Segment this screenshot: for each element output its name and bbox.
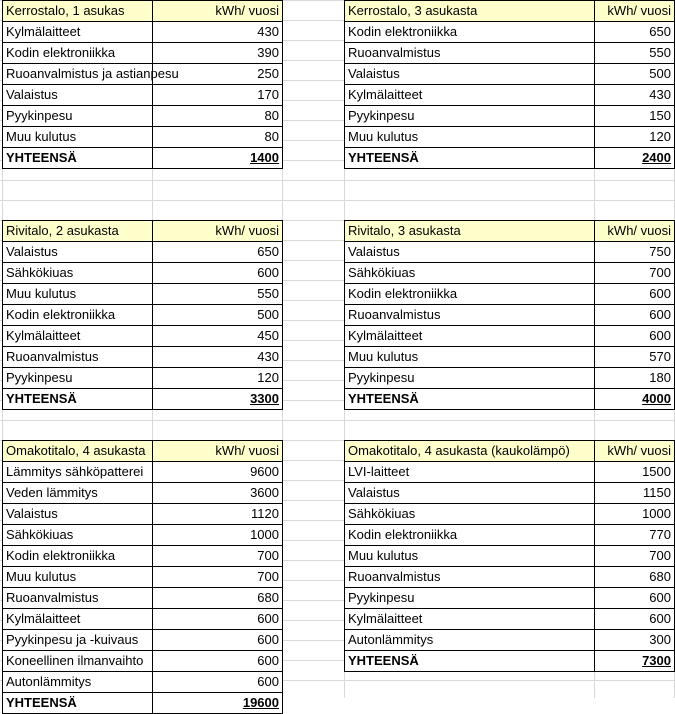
table-row bbox=[345, 630, 675, 651]
row-label: Autonlämmitys bbox=[3, 672, 153, 693]
table-omakotitalo-4-kaukolampo bbox=[344, 440, 675, 672]
row-label: Koneellinen ilmanvaihto bbox=[3, 651, 153, 672]
table-row bbox=[3, 347, 283, 368]
row-label: Pyykinpesu bbox=[345, 106, 595, 127]
row-label: Sähkökiuas bbox=[345, 263, 595, 284]
table-row bbox=[3, 85, 283, 106]
row-label: Valaistus bbox=[3, 242, 153, 263]
total-row bbox=[3, 693, 283, 714]
row-value: 180 bbox=[595, 368, 675, 389]
row-value: 650 bbox=[595, 22, 675, 43]
row-label: Ruoanvalmistus bbox=[345, 305, 595, 326]
row-label: Ruoanvalmistus ja astianpesu bbox=[3, 64, 153, 85]
row-value: 600 bbox=[595, 609, 675, 630]
total-row bbox=[3, 148, 283, 169]
table-row bbox=[3, 546, 283, 567]
total-value: 3300 bbox=[153, 389, 283, 410]
row-label: Kylmälaitteet bbox=[345, 609, 595, 630]
table-row bbox=[345, 284, 675, 305]
row-value: 500 bbox=[595, 64, 675, 85]
row-value: 770 bbox=[595, 525, 675, 546]
table-header-row bbox=[3, 441, 283, 462]
table-row bbox=[3, 588, 283, 609]
row-value: 1500 bbox=[595, 462, 675, 483]
table-row bbox=[3, 242, 283, 263]
table-row bbox=[345, 368, 675, 389]
table-row bbox=[3, 462, 283, 483]
total-label: YHTEENSÄ bbox=[3, 148, 153, 169]
table-row bbox=[345, 263, 675, 284]
row-label: Muu kulutus bbox=[3, 127, 153, 148]
row-label: Muu kulutus bbox=[345, 546, 595, 567]
row-value: 600 bbox=[153, 263, 283, 284]
row-value: 3600 bbox=[153, 483, 283, 504]
row-label: Valaistus bbox=[345, 64, 595, 85]
total-row bbox=[345, 651, 675, 672]
table-title: Kerrostalo, 1 asukas bbox=[3, 1, 153, 22]
row-label: Kodin elektroniikka bbox=[345, 284, 595, 305]
row-label: Valaistus bbox=[345, 242, 595, 263]
table-row bbox=[3, 326, 283, 347]
row-value: 600 bbox=[153, 609, 283, 630]
table-omakotitalo-4 bbox=[2, 440, 283, 714]
row-value: 600 bbox=[153, 651, 283, 672]
row-value: 430 bbox=[595, 85, 675, 106]
row-value: 80 bbox=[153, 127, 283, 148]
row-value: 430 bbox=[153, 347, 283, 368]
table-row bbox=[345, 22, 675, 43]
row-label: Kodin elektroniikka bbox=[345, 22, 595, 43]
row-value: 600 bbox=[153, 630, 283, 651]
row-value: 700 bbox=[153, 567, 283, 588]
table-rivitalo-2 bbox=[2, 220, 283, 410]
row-value: 600 bbox=[595, 588, 675, 609]
table-kerrostalo-1 bbox=[2, 0, 283, 169]
table-row bbox=[345, 588, 675, 609]
row-value: 550 bbox=[153, 284, 283, 305]
table-row bbox=[3, 22, 283, 43]
unit-header: kWh/ vuosi bbox=[595, 1, 675, 22]
row-value: 1000 bbox=[153, 525, 283, 546]
row-label: Ruoanvalmistus bbox=[345, 567, 595, 588]
table-header-row bbox=[3, 221, 283, 242]
table-row bbox=[345, 242, 675, 263]
table-row bbox=[3, 525, 283, 546]
row-value: 1150 bbox=[595, 483, 675, 504]
row-value: 430 bbox=[153, 22, 283, 43]
row-label: LVI-laitteet bbox=[345, 462, 595, 483]
total-label: YHTEENSÄ bbox=[345, 389, 595, 410]
table-row bbox=[3, 263, 283, 284]
table-header-row bbox=[3, 1, 283, 22]
row-value: 300 bbox=[595, 630, 675, 651]
total-label: YHTEENSÄ bbox=[3, 693, 153, 714]
table-header-row bbox=[345, 1, 675, 22]
row-value: 150 bbox=[595, 106, 675, 127]
row-label: Veden lämmitys bbox=[3, 483, 153, 504]
table-title: Omakotitalo, 4 asukasta bbox=[3, 441, 153, 462]
table-row bbox=[345, 546, 675, 567]
row-label: Kodin elektroniikka bbox=[345, 525, 595, 546]
row-label: Kodin elektroniikka bbox=[3, 546, 153, 567]
row-label: Pyykinpesu ja -kuivaus bbox=[3, 630, 153, 651]
table-rivitalo-3 bbox=[344, 220, 675, 410]
row-label: Muu kulutus bbox=[345, 347, 595, 368]
table-row bbox=[345, 347, 675, 368]
table-row bbox=[3, 64, 283, 85]
row-value: 570 bbox=[595, 347, 675, 368]
unit-header: kWh/ vuosi bbox=[153, 221, 283, 242]
table-row bbox=[345, 525, 675, 546]
table-row bbox=[345, 326, 675, 347]
unit-header: kWh/ vuosi bbox=[153, 441, 283, 462]
table-row bbox=[345, 462, 675, 483]
row-label: Ruoanvalmistus bbox=[345, 43, 595, 64]
row-label: Kodin elektroniikka bbox=[3, 305, 153, 326]
row-value: 700 bbox=[153, 546, 283, 567]
row-value: 120 bbox=[153, 368, 283, 389]
row-value: 700 bbox=[595, 263, 675, 284]
table-row bbox=[3, 305, 283, 326]
table-row bbox=[345, 64, 675, 85]
table-row bbox=[345, 43, 675, 64]
table-row bbox=[345, 85, 675, 106]
unit-header: kWh/ vuosi bbox=[153, 1, 283, 22]
row-value: 600 bbox=[595, 284, 675, 305]
row-label: Kylmälaitteet bbox=[3, 22, 153, 43]
total-value: 2400 bbox=[595, 148, 675, 169]
row-label: Kodin elektroniikka bbox=[3, 43, 153, 64]
table-row bbox=[345, 305, 675, 326]
unit-header: kWh/ vuosi bbox=[595, 441, 675, 462]
table-row bbox=[3, 483, 283, 504]
row-label: Pyykinpesu bbox=[3, 106, 153, 127]
total-label: YHTEENSÄ bbox=[345, 651, 595, 672]
row-label: Muu kulutus bbox=[345, 127, 595, 148]
table-row bbox=[3, 672, 283, 693]
table-title: Omakotitalo, 4 asukasta (kaukolämpö) bbox=[345, 441, 595, 462]
table-row bbox=[345, 567, 675, 588]
row-value: 80 bbox=[153, 106, 283, 127]
table-header-row bbox=[345, 221, 675, 242]
row-label: Kylmälaitteet bbox=[3, 609, 153, 630]
row-label: Autonlämmitys bbox=[345, 630, 595, 651]
row-label: Pyykinpesu bbox=[345, 368, 595, 389]
table-row bbox=[345, 106, 675, 127]
row-label: Muu kulutus bbox=[3, 284, 153, 305]
total-value: 19600 bbox=[153, 693, 283, 714]
table-row bbox=[3, 106, 283, 127]
row-label: Pyykinpesu bbox=[345, 588, 595, 609]
row-value: 120 bbox=[595, 127, 675, 148]
table-row bbox=[345, 609, 675, 630]
total-label: YHTEENSÄ bbox=[345, 148, 595, 169]
total-row bbox=[345, 389, 675, 410]
row-value: 600 bbox=[595, 305, 675, 326]
total-label: YHTEENSÄ bbox=[3, 389, 153, 410]
row-value: 9600 bbox=[153, 462, 283, 483]
table-row bbox=[3, 630, 283, 651]
row-label: Kylmälaitteet bbox=[345, 85, 595, 106]
row-value: 750 bbox=[595, 242, 675, 263]
row-label: Valaistus bbox=[345, 483, 595, 504]
table-row bbox=[3, 609, 283, 630]
row-label: Kylmälaitteet bbox=[345, 326, 595, 347]
row-value: 680 bbox=[153, 588, 283, 609]
row-label: Ruoanvalmistus bbox=[3, 588, 153, 609]
row-value: 700 bbox=[595, 546, 675, 567]
table-row bbox=[3, 127, 283, 148]
unit-header: kWh/ vuosi bbox=[595, 221, 675, 242]
row-label: Sähkökiuas bbox=[345, 504, 595, 525]
table-row bbox=[345, 504, 675, 525]
table-title: Rivitalo, 3 asukasta bbox=[345, 221, 595, 242]
total-row bbox=[345, 148, 675, 169]
row-label: Muu kulutus bbox=[3, 567, 153, 588]
table-row bbox=[3, 368, 283, 389]
row-value: 600 bbox=[595, 326, 675, 347]
row-label: Ruoanvalmistus bbox=[3, 347, 153, 368]
row-value: 170 bbox=[153, 85, 283, 106]
table-row bbox=[345, 127, 675, 148]
table-kerrostalo-3 bbox=[344, 0, 675, 169]
row-value: 1000 bbox=[595, 504, 675, 525]
table-title: Kerrostalo, 3 asukasta bbox=[345, 1, 595, 22]
row-label: Sähkökiuas bbox=[3, 263, 153, 284]
row-label: Sähkökiuas bbox=[3, 525, 153, 546]
row-value: 550 bbox=[595, 43, 675, 64]
table-row bbox=[3, 284, 283, 305]
row-label: Lämmitys sähköpatterei bbox=[3, 462, 153, 483]
table-header-row bbox=[345, 441, 675, 462]
table-row bbox=[3, 651, 283, 672]
row-label: Pyykinpesu bbox=[3, 368, 153, 389]
row-value: 450 bbox=[153, 326, 283, 347]
table-row bbox=[345, 483, 675, 504]
row-label: Valaistus bbox=[3, 504, 153, 525]
row-label: Valaistus bbox=[3, 85, 153, 106]
row-value: 650 bbox=[153, 242, 283, 263]
table-row bbox=[3, 567, 283, 588]
row-value: 250 bbox=[153, 64, 283, 85]
total-row bbox=[3, 389, 283, 410]
table-row bbox=[3, 504, 283, 525]
row-value: 680 bbox=[595, 567, 675, 588]
row-value: 1120 bbox=[153, 504, 283, 525]
row-value: 500 bbox=[153, 305, 283, 326]
total-value: 7300 bbox=[595, 651, 675, 672]
row-value: 390 bbox=[153, 43, 283, 64]
total-value: 4000 bbox=[595, 389, 675, 410]
row-value: 600 bbox=[153, 672, 283, 693]
total-value: 1400 bbox=[153, 148, 283, 169]
table-row bbox=[3, 43, 283, 64]
table-title: Rivitalo, 2 asukasta bbox=[3, 221, 153, 242]
row-label: Kylmälaitteet bbox=[3, 326, 153, 347]
